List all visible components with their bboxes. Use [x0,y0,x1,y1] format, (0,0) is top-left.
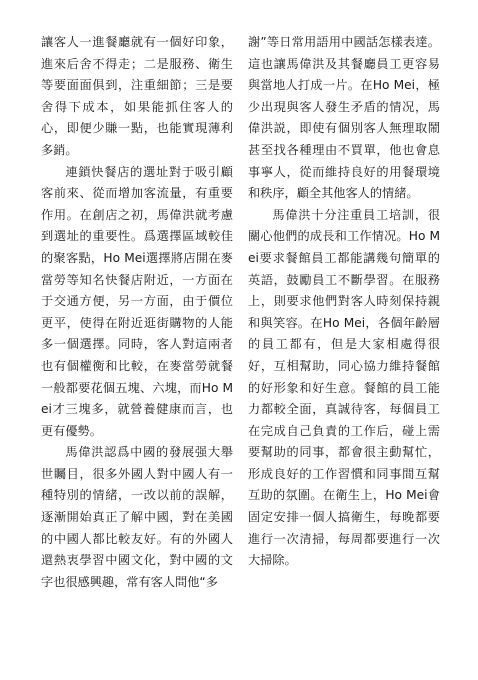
right-column [248,32,440,572]
left-paragraph-1: 讓客人一進餐廳就有一個好印象，進來后舍不得走；二是服務、衛生等要面面俱到，注重細節；三是要舍得下成本，如果能抓住客人的心，即便少賺一點，也能實現薄利多銷。 [41,35,233,157]
right-paragraph-1: 謝”等日常用語用中國話怎樣表達。這也讓馬偉洪及其餐廳員工更容易與當地人打成一片。在Ho Mei，極少出現與客人發生矛盾的情况，馬偉洪説，即使有個別客人無理取鬧甚至找各種理由不買單，他也會息事寧人，從而維持良好的用餐環境和秩序，顧全其他客人的情緒。 [248,35,440,201]
left-column [41,32,233,593]
right-paragraph-2: 馬偉洪十分注重員工培訓，很關心他們的成長和工作情况。Ho Mei要求餐館員工都能講幾句簡單的英語，鼓勵員工不斷學習。在服務上，則要求他們對客人時刻保持親和與笑容。在Ho Mei，各個年齡層的員工都有，但是大家相處得很好，互相幫助，同心協力維持餐館的好形象和好生意。餐館的員工能力都較全面，真誠待客，每個員工在完成自己負責的工作后，碰上需要幫助的同事，都會很主動幫忙，形成良好的工作習慣和同事間互幫互助的氛圍。在衛生上，Ho Mei會固定安排一個人搞衛生，每晚都要進行一次清掃，每周都要進行一次大掃除。 [248,207,440,568]
left-paragraph-2: 連鎖快餐店的選址對于吸引顧客前來、從而增加客流量，有重要作用。在創店之初，馬偉洪就考慮到選址的重要性。爲選擇區域較佳的聚客點，Ho Mei選擇將店開在麥當勞等知名快餐店附近，一方面在于交通方便，另一方面，由于價位更平，使得在附近逛街購物的人能多一個選擇。同時，客人對這兩者也有個權衡和比較，在麥當勞就餐一般都要花個五塊、六塊，而Ho Mei才三塊多，就營養健康而言，也更有優勢。 [41,164,233,438]
left-paragraph-3: 馬偉洪認爲中國的發展强大舉世矚目，很多外國人對中國人有一種特別的情緒，一改以前的誤解，逐漸開始真正了解中國，對在美國的中國人都比較友好。有的外國人還熱衷學習中國文化，對中國的文字也很感興趣，常有客人問他“多 [41,445,233,589]
